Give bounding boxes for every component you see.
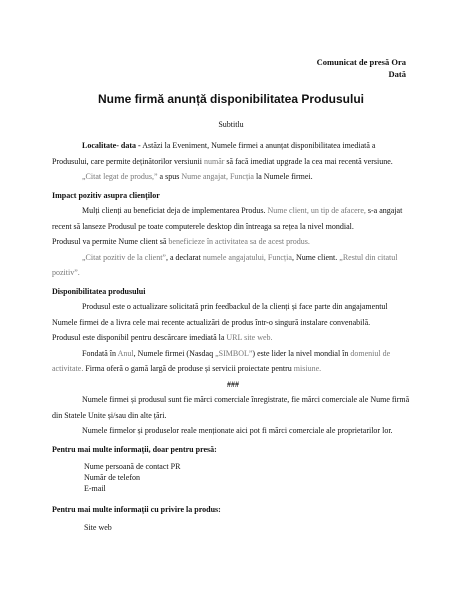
customer-quote: „Citat pozitiv de la client”, a declarat numele angajatului, Funcția, Nume client. „Restul din citatul pozitiv”. (52, 252, 398, 277)
paragraph: Produsul este o actualizare solicitată prin feedbackul de la clienți și face parte din angajamentul Numele firmei de a livra cele mai recente actualizări de produs într-o singură instalare convenabilă. (52, 302, 388, 327)
trademark-paragraph: Numele firmelor și produselor reale menționate aici pot fi mărci comerciale ale proprietarilor lor. (82, 426, 393, 435)
trademark-paragraph: Numele firmei și produsul sunt fie mărci comerciale înregistrate, fie mărci comerciale ale Nume firmă din Statele Unite și/sau din alte țări. (52, 395, 410, 420)
paragraph: Produsul este disponibil pentru descărcare imediată la URL site web. (52, 333, 273, 342)
page-title: Nume firmă anunță disponibilitatea Produsului (97, 92, 365, 106)
document-body (52, 138, 414, 541)
press-contact-heading: Pentru mai multe informații, doar pentru presă: (52, 444, 217, 454)
press-contact-list (52, 461, 414, 494)
product-contact-list (52, 522, 414, 533)
header-date: Dată (388, 69, 406, 79)
section-heading: Impact pozitiv asupra clienților (52, 190, 160, 200)
separator: ### (227, 379, 239, 389)
url-placeholder: URL site web. (226, 333, 273, 342)
list-item: Site web (84, 522, 112, 532)
list-item: E-mail (84, 484, 106, 493)
paragraph: Mulți clienți au beneficiat deja de implementarea Produs. Nume client, un tip de afacere, s-a angajat recent să lanseze Produsul pe toate computerele desktop din întreaga sa rețea la nivel mondial. (52, 206, 403, 231)
product-contact-heading: Pentru mai multe informații cu privire la produs: (52, 505, 221, 514)
list-item: Număr de telefon (84, 473, 140, 482)
paragraph: Produsul va permite Nume client să beneficieze în activitatea sa de acest produs. (52, 237, 310, 246)
list-item: Nume persoană de contact PR (84, 462, 181, 471)
header-time: Comunicat de presă Ora (316, 57, 406, 67)
product-quote: „Citat legat de produs,” a spus Nume angajat, Funcția la Numele firmei. (82, 172, 313, 181)
dateline: Localitate- data - (82, 141, 141, 150)
intro-paragraph: Localitate- data - Astăzi la Eveniment, Numele firmei a anunțat disponibilitatea imediată a Produsului, care permite deținătorilor versiunii număr să facă imediat upgrade la cea mai recentă versiune. (52, 141, 393, 166)
placeholder: număr (203, 156, 225, 166)
section-heading: Disponibilitatea produsului (52, 286, 146, 296)
company-paragraph: Fondată în Anul, Numele firmei (Nasdaq „SIMBOL”) este lider la nivel mondial în domeniul de activitate. Firma oferă o gamă largă de produse și servicii proiectate pentru misiune. (52, 348, 391, 373)
subtitle: Subtitlu (218, 120, 244, 129)
